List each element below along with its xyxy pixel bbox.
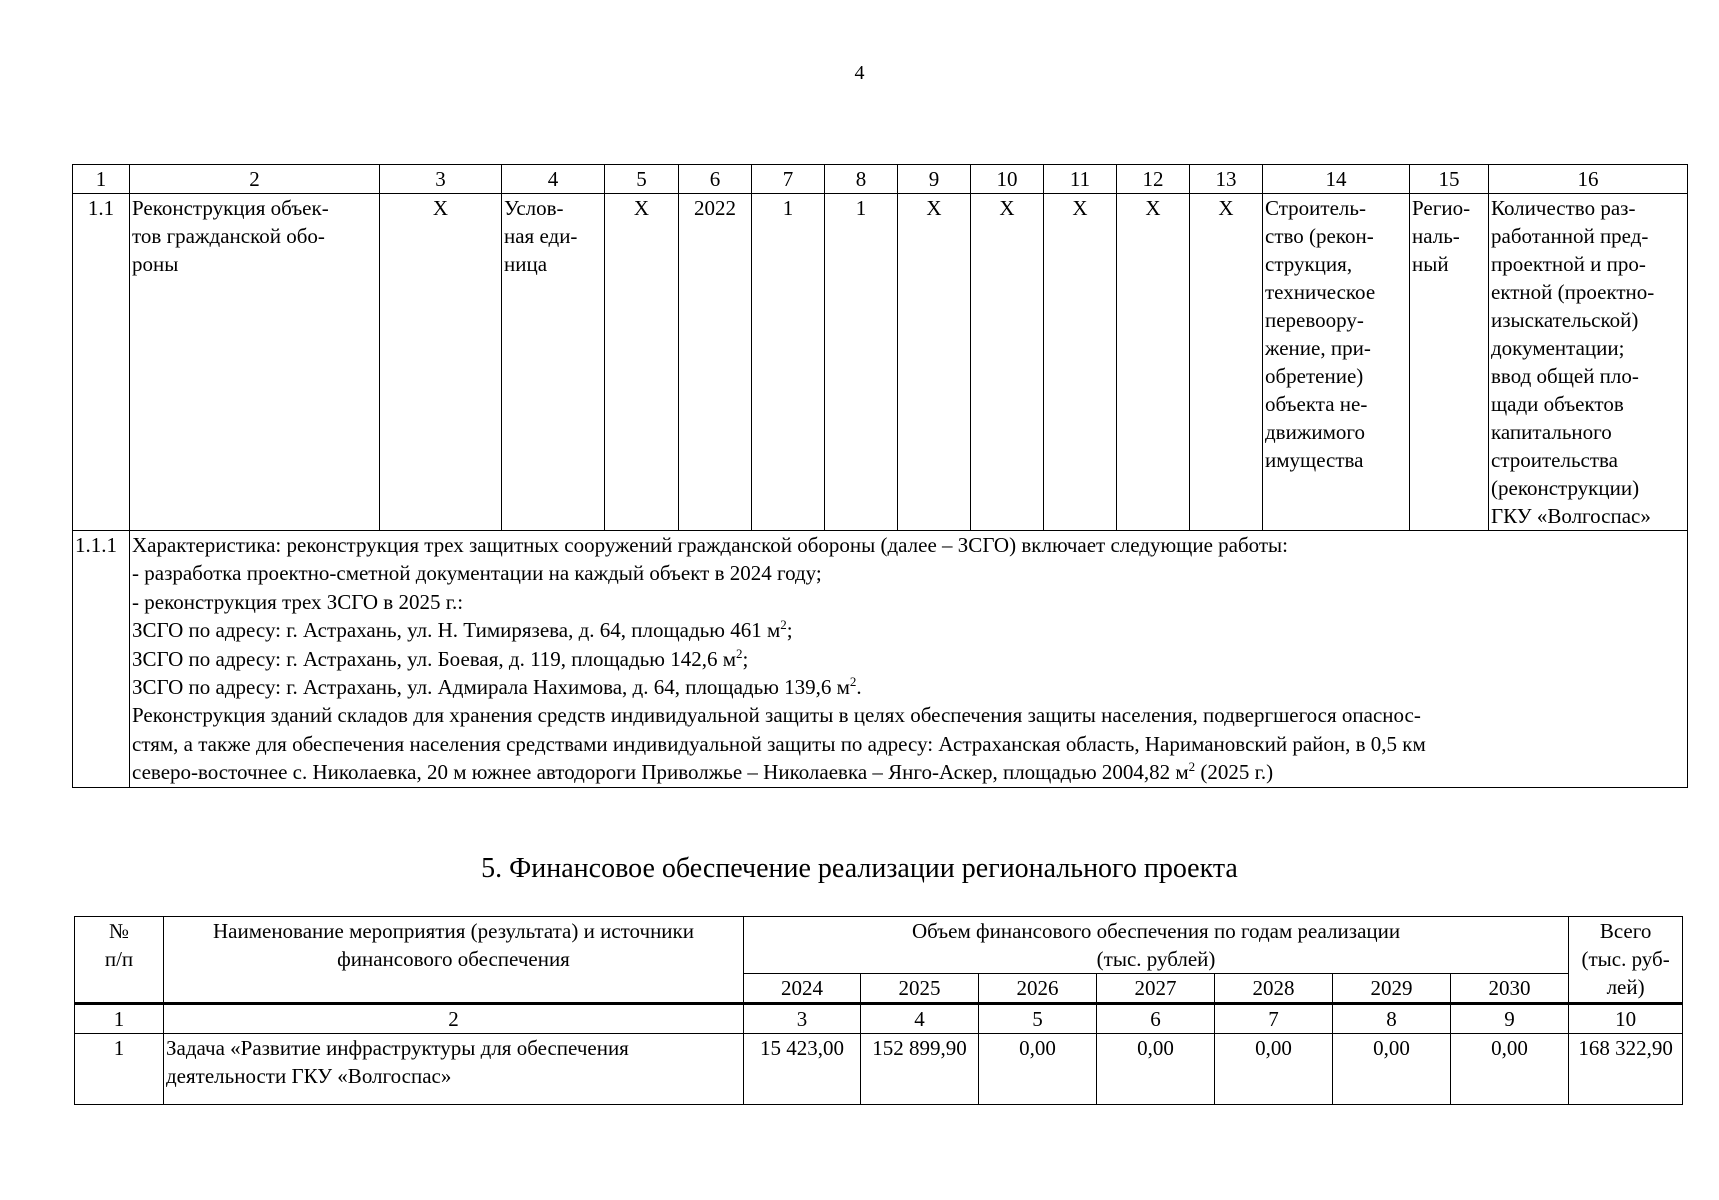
details-text: ЗСГО по адресу: г. Астрахань, ул. Боевая, д. 119, площадью 142,6 м (132, 646, 736, 671)
column-number: 9 (1451, 1004, 1569, 1034)
superscript: 2 (1188, 759, 1196, 775)
value-cell: 0,00 (1215, 1034, 1333, 1105)
header-cell: 9 (898, 165, 971, 194)
value-cell: 15 423,00 (744, 1034, 861, 1105)
details-line: стям, а также для обеспечения населения средствами индивидуальной защиты по адресу: Астраханская область, Наримановский район, в 0,5 км (132, 731, 1426, 756)
header-cell: 2 (130, 165, 380, 194)
total-cell: 168 322,90 (1569, 1034, 1683, 1105)
year-header: 2024 (744, 974, 861, 1004)
details-line (132, 645, 1685, 673)
details-line: - разработка проектно-сметной документации на каждый объект в 2024 году; (132, 561, 822, 586)
header-cell: 16 (1489, 165, 1688, 194)
table-row (73, 194, 1688, 531)
header-cell: 1 (73, 165, 130, 194)
header-cell: 15 (1410, 165, 1489, 194)
value-cell: 0,00 (1333, 1034, 1451, 1105)
details-line (132, 673, 1685, 701)
value-cell: 0,00 (979, 1034, 1097, 1105)
column-number: 5 (979, 1004, 1097, 1034)
level-cell: Регио- наль- ный (1410, 194, 1489, 531)
details-line: Характеристика: реконструкция трех защитных сооружений гражданской обороны (далее – ЗСГО) включает следующие работы: (132, 533, 1289, 557)
cell-3: Х (380, 194, 502, 531)
superscript: 2 (849, 674, 857, 690)
row-number: 1 (75, 1034, 164, 1105)
column-number: 1 (75, 1004, 164, 1034)
header-cell: 12 (1117, 165, 1190, 194)
table-header-row (75, 917, 1683, 974)
superscript: 2 (780, 617, 787, 633)
table-header-row (73, 165, 1688, 194)
result-description: Количество раз- работанной пред- проектной и про- ектной (проектно- изыскательской) документации; ввод общей пло- щади объектов капитального строительства (реконструкции) ГКУ «Волгоспас» (1489, 194, 1688, 531)
details-line: - реконструкция трех ЗСГО в 2025 г.: (132, 589, 464, 614)
row-number: 1.1 (73, 194, 130, 531)
header-cell: 5 (605, 165, 679, 194)
type-cell: Строитель- ство (рекон- струкция, техническое перевоору- жение, при- обретение) объекта не- движимого имущества (1263, 194, 1410, 531)
year-cell: 2022 (679, 194, 752, 531)
column-number: 7 (1215, 1004, 1333, 1034)
financing-table (74, 916, 1683, 1105)
details-line (132, 758, 1685, 786)
column-number: 6 (1097, 1004, 1215, 1034)
year-header: 2030 (1451, 974, 1569, 1004)
value-cell: 0,00 (1097, 1034, 1215, 1105)
column-numbers-row (75, 1004, 1683, 1034)
column-number: 2 (164, 1004, 744, 1034)
column-number: 8 (1333, 1004, 1451, 1034)
cell-12: Х (1117, 194, 1190, 531)
col-name-header: Наименование мероприятия (результата) и источники финансового обеспечения (164, 917, 744, 1004)
details-text: северо-восточнее с. Николаевка, 20 м южнее автодороги Приволжье – Николаевка – Янго-Аскер, площадью 2004,82 м (132, 760, 1189, 785)
result-name: Реконструкция объек- тов гражданской обо- роны (130, 194, 380, 531)
row-number: 1.1.1 (73, 531, 130, 788)
punctuation: ; (742, 646, 749, 671)
header-cell: 8 (825, 165, 898, 194)
details-text: ЗСГО по адресу: г. Астрахань, ул. Н. Тимирязева, д. 64, площадью 461 м (132, 618, 781, 643)
section-title: 5. Финансовое обеспечение реализации регионального проекта (481, 853, 1238, 884)
cell-13: Х (1190, 194, 1263, 531)
punctuation: . (856, 675, 862, 700)
value-cell: 0,00 (1451, 1034, 1569, 1105)
column-number: 3 (744, 1004, 861, 1034)
details-line: Реконструкция зданий складов для хранения средств индивидуальной защиты в целях обеспечения защиты населения, подвергшегося опаснос- (132, 703, 1421, 728)
year-header: 2028 (1215, 974, 1333, 1004)
year-header: 2025 (861, 974, 979, 1004)
year-header: 2029 (1333, 974, 1451, 1004)
header-cell: 10 (971, 165, 1044, 194)
header-cell: 3 (380, 165, 502, 194)
table-row (73, 531, 1688, 788)
results-table (72, 164, 1688, 788)
cell-8: 1 (825, 194, 898, 531)
cell-9: Х (898, 194, 971, 531)
cell-5: Х (605, 194, 679, 531)
cell-7: 1 (752, 194, 825, 531)
superscript: 2 (736, 645, 743, 661)
details-text: (2025 г.) (1195, 760, 1274, 785)
characteristics-cell (130, 531, 1688, 788)
column-number: 4 (861, 1004, 979, 1034)
table-row (75, 1034, 1683, 1105)
header-cell: 4 (502, 165, 605, 194)
header-cell: 11 (1044, 165, 1117, 194)
punctuation: ; (786, 618, 793, 643)
col-total-header: Всего (тыс. руб- лей) (1569, 917, 1683, 1004)
header-cell: 14 (1263, 165, 1410, 194)
col-volume-header: Объем финансового обеспечения по годам реализации (тыс. рублей) (744, 917, 1569, 974)
task-name: Задача «Развитие инфраструктуры для обеспечения деятельности ГКУ «Волгоспас» (164, 1034, 744, 1105)
year-header: 2027 (1097, 974, 1215, 1004)
column-number: 10 (1569, 1004, 1683, 1034)
page-number: 4 (854, 62, 865, 84)
header-cell: 7 (752, 165, 825, 194)
col-number-header: № п/п (75, 917, 164, 1004)
header-cell: 6 (679, 165, 752, 194)
unit-cell: Услов- ная еди- ница (502, 194, 605, 531)
header-cell: 13 (1190, 165, 1263, 194)
details-text: ЗСГО по адресу: г. Астрахань, ул. Адмирала Нахимова, д. 64, площадью 139,6 м (132, 675, 850, 700)
value-cell: 152 899,90 (861, 1034, 979, 1105)
details-line (132, 616, 1685, 644)
year-header: 2026 (979, 974, 1097, 1004)
cell-10: Х (971, 194, 1044, 531)
cell-11: Х (1044, 194, 1117, 531)
